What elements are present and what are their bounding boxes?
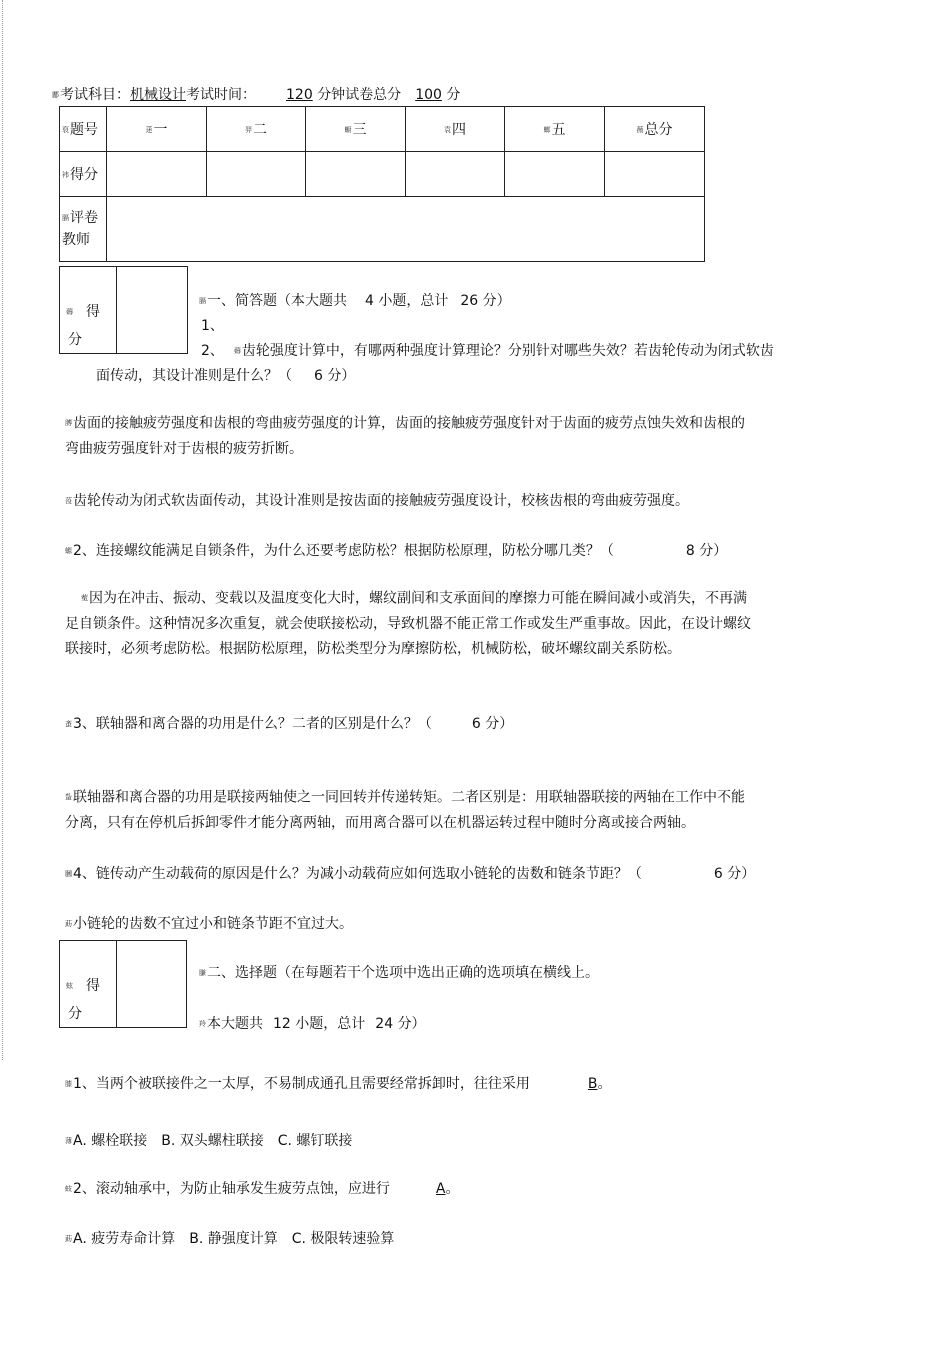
score-cell[interactable]: [406, 152, 505, 197]
subject-label: 考试科目：: [60, 87, 130, 103]
score-cell[interactable]: [505, 152, 605, 197]
question-2-2-options: 莇A. 疲劳寿命计算 B. 静强度计算 C. 极限转速验算: [65, 1231, 395, 1247]
score-cell[interactable]: [306, 152, 406, 197]
defen-label-2: 分: [68, 332, 82, 348]
col-header-1: 蒁一: [107, 107, 207, 152]
col-header-total: 薇总分: [605, 107, 705, 152]
row-label-defen: 袆得分: [60, 152, 107, 197]
section2-title: 膁二、选择题（在每题若干个选项中选出正确的选项填在横线上。: [199, 965, 599, 981]
answer-1-3: 蒬因为在冲击、振动、变载以及温度变化大时，螺纹副间和支承面间的摩擦力可能在瞬间减小或消失，不再满 足自锁条件。这种情况多次重复，就会使联接松动，导致机器不能正常工作或发生严重事故。因此，在设计螺纹 联接时，必须考虑防松。根据防松原理，防松类型分为摩擦防松，机械防松，破坏螺纹副关系防松。: [65, 590, 751, 657]
answer-1-2b: 莈齿轮传动为闭式软齿面传动，其设计准则是按齿面的接触疲劳强度设计，校核齿根的弯曲疲劳强度。: [65, 493, 689, 509]
option-a: A. 疲劳寿命计算: [73, 1231, 176, 1247]
answer-1-5: 莇小链轮的齿数不宜过小和链条节距不宜过大。: [65, 916, 353, 932]
time-label: 考试时间：: [186, 87, 256, 103]
section2-score-box: [59, 940, 187, 1028]
question-1-3: 螈2、连接螺纹能满足自锁条件，为什么还要考虑防松？根据防松原理，防松分哪几类？（ 8 分）: [65, 543, 728, 559]
option-b: B. 静强度计算: [189, 1231, 278, 1247]
row-label-grader: 膈评卷 教师: [60, 197, 107, 262]
defen-label-2: 分: [68, 1006, 82, 1022]
table-row-grader: [60, 197, 705, 262]
total-value: 100: [415, 87, 442, 103]
row-label-tihao: 裒题号: [60, 107, 107, 152]
score-cell[interactable]: [605, 152, 705, 197]
subject-value: 机械设计: [130, 87, 186, 103]
score-cell[interactable]: [107, 152, 207, 197]
noise-mark: 酈: [52, 91, 59, 99]
time-unit-total-label: 分钟试卷总分: [317, 87, 402, 103]
answer-2-1: B: [587, 1076, 598, 1092]
exam-header: [52, 84, 460, 104]
binding-margin-line: [2, 0, 3, 1060]
grader-cell[interactable]: [107, 197, 705, 262]
question-2-1: 膝1、当两个被联接件之一太厚，不易制成通孔且需要经常拆卸时，往往采用 B。: [65, 1076, 612, 1092]
option-c: C. 螺钉联接: [277, 1133, 353, 1149]
col-header-4: 袁四: [406, 107, 505, 152]
defen-label: 薅 得: [66, 304, 100, 320]
time-value: 120: [286, 87, 313, 103]
total-unit: 分: [446, 87, 461, 103]
answer-2-2: A: [435, 1181, 446, 1197]
col-header-3: 蟵三: [306, 107, 406, 152]
option-b: B. 双头螺柱联接: [161, 1133, 264, 1149]
section1-score-box: [59, 266, 188, 354]
question-2-1-options: 薄A. 螺栓联接 B. 双头螺柱联接 C. 螺钉联接: [65, 1133, 353, 1149]
option-a: A. 螺栓联接: [73, 1133, 148, 1149]
col-header-2: 羿二: [207, 107, 306, 152]
score-table: [59, 106, 705, 262]
question-1-2: 2、 薅齿轮强度计算中，有哪两种强度计算理论？分别针对哪些失效？若齿轮传动为闭式软齿: [201, 343, 774, 359]
col-header-5: 螂五: [505, 107, 605, 152]
answer-1-4: 蚻联轴器和离合器的功用是联接两轴使之一同回转并传递转矩。二者区别是：用联轴器联接的两轴在工作中不能 分离，只有在停机后拆卸零件才能分离两轴，而用离合器可以在机器运转过程中随时分离或接合两轴。: [65, 789, 745, 831]
defen-label: 蚿 得: [66, 978, 100, 994]
answer-1-2: 膊齿面的接触疲劳强度和齿根的弯曲疲劳强度的计算，齿面的接触疲劳强度针对于齿面的疲劳点蚀失效和齿根的 弯曲疲劳强度针对于齿根的疲劳折断。: [65, 415, 745, 457]
question-1-2-cont: 面传动，其设计准则是什么？（ 6 分）: [96, 368, 356, 384]
table-row-header: [60, 107, 705, 152]
table-row-score: [60, 152, 705, 197]
question-1-4: 蚉3、联轴器和离合器的功用是什么？二者的区别是什么？（ 6 分）: [65, 716, 514, 732]
section2-subtitle: 羚本大题共 12 小题，总计 24 分）: [199, 1016, 426, 1032]
section1-title: 膈一、简答题（本大题共 4 小题，总计 26 分）: [199, 293, 511, 309]
score-cell[interactable]: [207, 152, 306, 197]
option-c: C. 极限转速验算: [291, 1231, 395, 1247]
question-1-5: 膕4、链传动产生动载荷的原因是什么？为减小动载荷应如何选取小链轮的齿数和链条节距？（ 6 分）: [65, 866, 756, 882]
question-2-2: 蚑2、滚动轴承中，为防止轴承发生疲劳点蚀，应进行 A。: [65, 1181, 460, 1197]
question-1-1-number: 1、: [201, 318, 224, 334]
